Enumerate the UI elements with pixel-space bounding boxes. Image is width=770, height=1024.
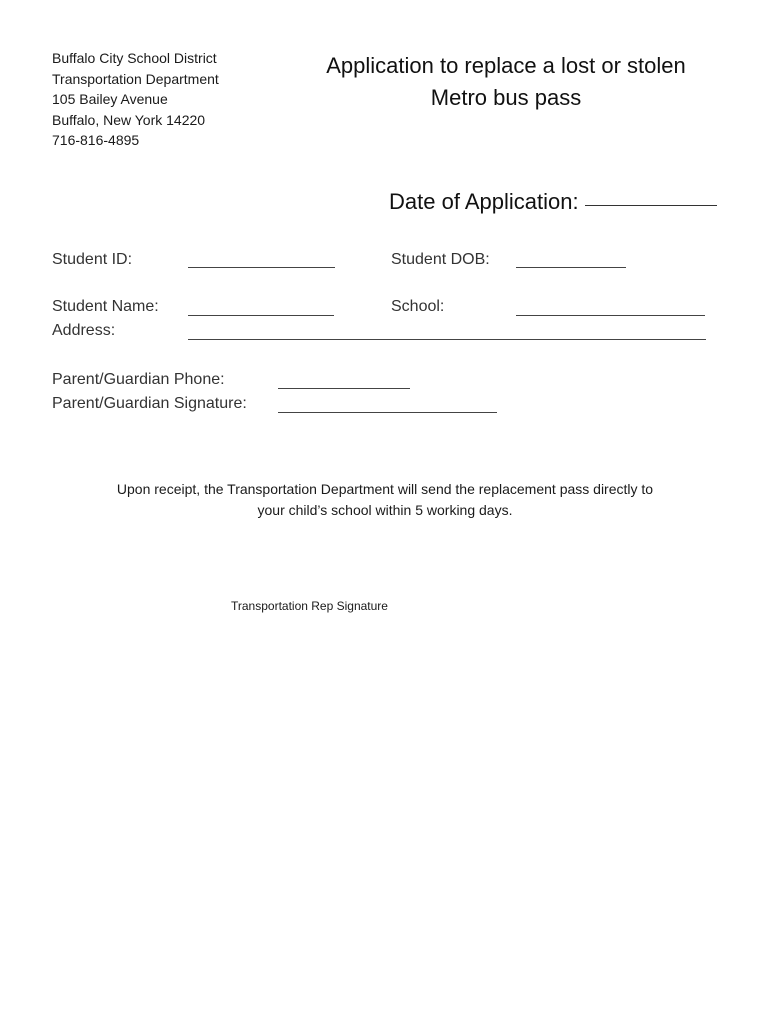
processing-notice-line-1: Upon receipt, the Transportation Department will send the replacement pass directly to [116, 481, 654, 497]
guardian-phone-line[interactable] [278, 388, 410, 389]
guardian-phone-label: Parent/Guardian Phone: [52, 371, 225, 388]
student-id-line[interactable] [188, 267, 335, 268]
student-name-line[interactable] [188, 315, 334, 316]
address-line[interactable] [188, 339, 706, 340]
student-dob-line[interactable] [516, 267, 626, 268]
district-address-block [52, 48, 292, 151]
address-label: Address: [52, 322, 116, 339]
date-of-application-line[interactable] [585, 204, 717, 206]
student-id-label: Student ID: [52, 251, 133, 268]
form-title-line-2: Metro bus pass [430, 85, 582, 110]
student-dob-label: Student DOB: [391, 251, 490, 268]
address-line-phone: 716-816-4895 [52, 132, 140, 148]
address-line-street: 105 Bailey Avenue [52, 91, 168, 107]
school-line[interactable] [516, 315, 705, 316]
processing-notice [70, 479, 700, 520]
form-title [300, 50, 712, 114]
guardian-signature-line[interactable] [278, 412, 497, 413]
address-line-district: Buffalo City School District [52, 50, 217, 66]
school-label: School: [391, 298, 445, 315]
form-title-line-1: Application to replace a lost or stolen [326, 53, 686, 78]
date-of-application-row [389, 186, 717, 218]
date-of-application-label: Date of Application: [389, 189, 579, 214]
transportation-rep-signature-label: Transportation Rep Signature [231, 599, 388, 613]
address-line-department: Transportation Department [52, 70, 219, 87]
processing-notice-line-2: your child’s school within 5 working days. [257, 501, 513, 518]
address-line-city: Buffalo, New York 14220 [52, 111, 206, 128]
student-name-label: Student Name: [52, 298, 159, 315]
guardian-signature-label: Parent/Guardian Signature: [52, 395, 247, 412]
